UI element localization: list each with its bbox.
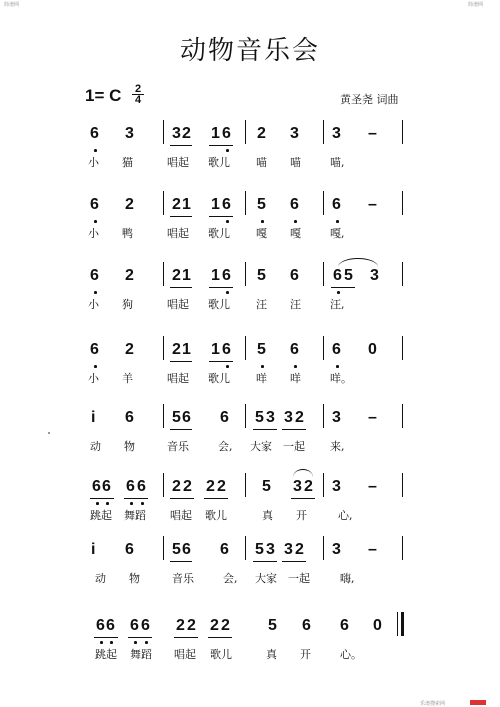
note: 5 [257,267,266,284]
note: 5 [257,196,266,213]
note: 2 [221,617,230,634]
lyric: 唱起 [170,509,192,522]
note: 6 [137,478,146,495]
note: 5 [262,478,271,495]
note: 6 [220,409,229,426]
lyric: 小 [88,156,99,169]
final-bar-line [401,612,404,636]
note: 1 [211,125,220,142]
lyric: 歌儿 [208,227,230,240]
note: 2 [295,409,304,426]
note: – [368,125,377,142]
bar-line [245,191,246,215]
underline [282,561,306,562]
underline [170,361,192,362]
lyric: 小 [88,298,99,311]
note: – [368,478,377,495]
underline [282,429,306,430]
lyric: 小 [88,227,99,240]
underline [253,429,277,430]
footer-text: 乐谱搜索网 [420,701,446,707]
lyric: 心。 [340,648,362,661]
note: 2 [206,478,215,495]
score-row-1 [0,125,500,185]
note: 6 [90,196,99,213]
note: 6 [222,125,231,142]
note: 6 [125,409,134,426]
note: 3 [290,125,299,142]
note: 6 [182,409,191,426]
lyric: 真 [262,509,273,522]
note: 3 [266,409,275,426]
note: 2 [210,617,219,634]
underline [331,287,355,288]
note: 6 [290,267,299,284]
note: 3 [125,125,134,142]
underline [170,498,194,499]
lyric: 歌儿 [210,648,232,661]
note: 6 [222,267,231,284]
note: 3 [284,541,293,558]
note: 6 [90,267,99,284]
bar-line [163,262,164,286]
lyric: 来, [330,440,345,453]
note: 1 [182,341,191,358]
low-octave-dot [94,365,97,368]
bar-line [245,473,246,497]
underline [291,498,315,499]
bar-line [323,404,324,428]
lyric: 会, [218,440,233,453]
note: 3 [332,125,341,142]
key-signature: 1= C [85,86,122,105]
underline [170,287,192,288]
note: 6 [102,478,111,495]
underline [170,561,192,562]
note: 6 [332,341,341,358]
note: 6 [340,617,349,634]
note: 5 [257,341,266,358]
lyric: 跳起 [95,648,117,661]
note: 5 [172,541,181,558]
score-row-6 [0,478,500,538]
bar-line [163,191,164,215]
low-octave-dot [94,291,97,294]
bar-line [245,404,246,428]
note: 6 [130,617,139,634]
note: 3 [332,478,341,495]
note: 2 [172,267,181,284]
lyric: 嘎 [256,227,267,240]
lyric: 唱起 [167,156,189,169]
note: 6 [290,196,299,213]
lyric: 一起 [288,572,310,585]
lyric: 汪 [256,298,267,311]
bar-line [323,473,324,497]
tie-slur [293,469,313,477]
note: i [91,409,96,426]
score-row-7 [0,541,500,601]
note: 2 [125,341,134,358]
underline [128,637,152,638]
underline [204,498,228,499]
note: 2 [295,541,304,558]
note: 5 [268,617,277,634]
note: 6 [222,341,231,358]
note: 5 [255,541,264,558]
underline [170,145,192,146]
bar-line [245,336,246,360]
score-row-5 [0,409,500,469]
underline [174,637,198,638]
note: 3 [284,409,293,426]
bar-line [163,120,164,144]
bar-line [323,262,324,286]
lyric: 动 [90,440,101,453]
lyric: 大家 [250,440,272,453]
margin-mark [48,432,50,434]
note: 0 [373,617,382,634]
bar-line [402,536,403,560]
bar-line [323,120,324,144]
lyric: 会, [223,572,238,585]
note: 6 [333,267,342,284]
lyric: 咩。 [330,372,352,385]
note: 3 [370,267,379,284]
lyric: 喵 [256,156,267,169]
lyric: 开 [300,648,311,661]
note: 3 [266,541,275,558]
note: 5 [172,409,181,426]
bar-line [402,191,403,215]
lyric: 心, [338,509,353,522]
low-octave-dot [134,641,137,644]
low-octave-dot [106,502,109,505]
underline [94,637,118,638]
underline [170,216,192,217]
song-title: 动物音乐会 [179,36,320,66]
bar-line [163,473,164,497]
bar-line [245,536,246,560]
lyric: 喵 [290,156,301,169]
bar-line [402,404,403,428]
lyric: 喵, [330,156,345,169]
note: 6 [126,478,135,495]
time-signature [132,84,144,105]
lyric: 舞蹈 [124,509,146,522]
time-signature-top: 2 [132,84,144,95]
bar-line [402,336,403,360]
low-octave-dot [94,220,97,223]
bar-line [323,191,324,215]
low-octave-dot [226,291,229,294]
low-octave-dot [261,365,264,368]
low-octave-dot [96,502,99,505]
author-credit: 黄圣尧 词曲 [340,93,399,106]
lyric: 羊 [122,372,133,385]
note: 2 [304,478,313,495]
bar-line [402,473,403,497]
bar-line [245,262,246,286]
lyric: 歌儿 [208,372,230,385]
note: – [368,541,377,558]
lyric: 唱起 [167,298,189,311]
note: 3 [293,478,302,495]
note: 2 [172,196,181,213]
low-octave-dot [226,220,229,223]
low-octave-dot [226,149,229,152]
note: 6 [90,341,99,358]
note: – [368,196,377,213]
note: 6 [90,125,99,142]
low-octave-dot [94,149,97,152]
underline [209,361,233,362]
lyric: 音乐 [172,572,194,585]
score-row-3 [0,267,500,327]
low-octave-dot [145,641,148,644]
score-row-8 [0,617,500,677]
footer-logo [470,700,486,705]
lyric: 狗 [122,298,133,311]
lyric: 大家 [255,572,277,585]
lyric: 小 [88,372,99,385]
note: 6 [290,341,299,358]
note: 2 [172,341,181,358]
note: 6 [182,541,191,558]
score-row-2 [0,196,500,256]
note: 5 [255,409,264,426]
lyric: 咩 [256,372,267,385]
low-octave-dot [294,365,297,368]
bar-line [245,120,246,144]
underline [253,561,277,562]
note: 2 [182,125,191,142]
note: 2 [176,617,185,634]
lyric: 真 [266,648,277,661]
bar-line [397,612,398,636]
low-octave-dot [336,365,339,368]
lyric: 汪 [290,298,301,311]
note: 0 [368,341,377,358]
low-octave-dot [141,502,144,505]
low-octave-dot [100,641,103,644]
underline [90,498,114,499]
low-octave-dot [337,291,340,294]
underline [124,498,148,499]
lyric: 嗨, [340,572,355,585]
note: 6 [96,617,105,634]
lyric: 唱起 [174,648,196,661]
note: 6 [106,617,115,634]
lyric: 歌儿 [205,509,227,522]
note: 2 [183,478,192,495]
browser-header [0,0,500,10]
time-signature-bottom: 4 [134,94,142,106]
low-octave-dot [261,220,264,223]
note: 3 [332,409,341,426]
note: 1 [182,267,191,284]
low-octave-dot [294,220,297,223]
bar-line [323,536,324,560]
header-left-text: 简谱网 [4,2,20,8]
bar-line [402,120,403,144]
lyric: 物 [124,440,135,453]
note: 1 [211,267,220,284]
lyric: 咩 [290,372,301,385]
note: 6 [302,617,311,634]
note: 6 [220,541,229,558]
note: 6 [332,196,341,213]
lyric: 嘎, [330,227,345,240]
lyric: 音乐 [167,440,189,453]
lyric: 歌儿 [208,156,230,169]
note: 3 [332,541,341,558]
note: 6 [141,617,150,634]
lyric: 开 [296,509,307,522]
lyric: 嘎 [290,227,301,240]
underline [209,216,233,217]
note: 1 [211,341,220,358]
lyric: 动 [95,572,106,585]
note: 6 [92,478,101,495]
note: 2 [257,125,266,142]
note: 1 [182,196,191,213]
underline [208,637,232,638]
note: i [91,541,96,558]
note: 3 [172,125,181,142]
note: 2 [125,196,134,213]
note: 6 [222,196,231,213]
note: 2 [125,267,134,284]
lyric: 汪, [330,298,345,311]
low-octave-dot [226,365,229,368]
note: 6 [125,541,134,558]
low-octave-dot [336,220,339,223]
underline [209,145,233,146]
lyric: 唱起 [167,227,189,240]
bar-line [323,336,324,360]
note: 1 [211,196,220,213]
low-octave-dot [110,641,113,644]
score-row-4 [0,341,500,401]
lyric: 物 [129,572,140,585]
bar-line [163,536,164,560]
note: 5 [344,267,353,284]
note: 2 [172,478,181,495]
bar-line [163,404,164,428]
bar-line [163,336,164,360]
underline [170,429,192,430]
note: 2 [217,478,226,495]
note: – [368,409,377,426]
lyric: 舞蹈 [130,648,152,661]
underline [209,287,233,288]
lyric: 鸭 [122,227,133,240]
lyric: 唱起 [167,372,189,385]
note: 2 [187,617,196,634]
header-right-text: 简谱网 [468,2,484,8]
lyric: 一起 [283,440,305,453]
bar-line [402,262,403,286]
lyric: 跳起 [90,509,112,522]
lyric: 歌儿 [208,298,230,311]
lyric: 猫 [122,156,133,169]
tie-slur [338,258,378,267]
low-octave-dot [130,502,133,505]
